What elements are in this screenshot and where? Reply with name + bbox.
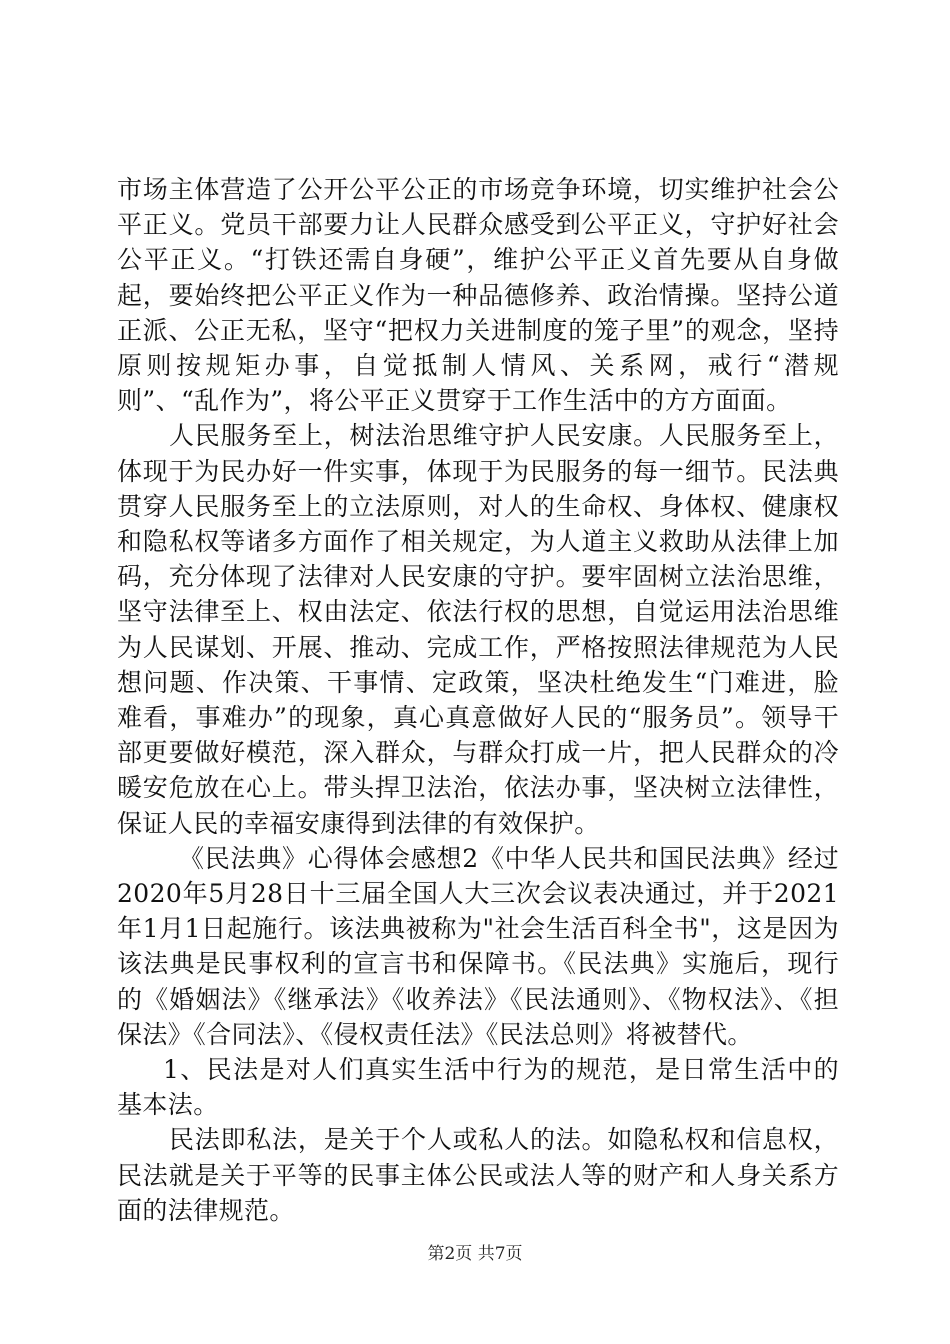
- paragraph-point-1: 1、民法是对人们真实生活中行为的规范，是日常生活中的基本法。: [117, 1055, 839, 1120]
- page-number-footer: 第2页 共7页: [427, 1244, 523, 1264]
- paragraph-private-law: 民法即私法，是关于个人或私人的法。如隐私权和信息权，民法就是关于平等的民事主体公民或法人等的财产和人身关系方面的法律规范。: [117, 1125, 839, 1225]
- paragraph-people-service: 人民服务至上，树法治思维守护人民安康。人民服务至上，体现于为民办好一件实事，体现于为民服务的每一细节。民法典贯穿人民服务至上的立法原则，对人的生命权、身体权、健康权和隐私权等诸多方面作了相关规定，为人道主义救助从法律上加码，充分体现了法律对人民安康的守护。要牢固树立法治思维，坚守法律至上、权由法定、依法行权的思想，自觉运用法治思维为人民谋划、开展、推动、完成工作，严格按照法律规范为人民想问题、作决策、干事情、定政策，坚决杜绝发生“门难进，脸难看，事难办”的现象，真心真意做好人民的“服务员”。领导干部更要做好模范，深入群众，与群众打成一片，把人民群众的冷暖安危放在心上。带头捍卫法治，依法办事，坚决树立法律性，保证人民的幸福安康得到法律的有效保护。: [117, 421, 839, 838]
- paragraph-continued: 市场主体营造了公开公平公正的市场竞争环境，切实维护社会公平正义。党员干部要力让人民群众感受到公平正义，守护好社会公平正义。“打铁还需自身硬”，维护公平正义首先要从自身做起，要始终把公平正义作为一种品德修养、政治情操。坚持公道正派、公正无私，坚守“把权力关进制度的笼子里”的观念，坚持原则按规矩办事，自觉抵制人情风、关系网，戒行“潜规则”、“乱作为”，将公平正义贯穿于工作生活中的方方面面。: [117, 175, 839, 416]
- document-body: [117, 172, 839, 1228]
- paragraph-civil-code-intro: 《民法典》心得体会感想2《中华人民共和国民法典》经过2020年5月28日十三届全国人大三次会议表决通过，并于2021年1月1日起施行。该法典被称为"社会生活百科全书"，这是因为该法典是民事权利的宣言书和保障书。《民法典》实施后，现行的《婚姻法》《继承法》《收养法》《民法通则》、《物权法》、《担保法》《合同法》、《侵权责任法》《民法总则》将被替代。: [117, 843, 839, 1049]
